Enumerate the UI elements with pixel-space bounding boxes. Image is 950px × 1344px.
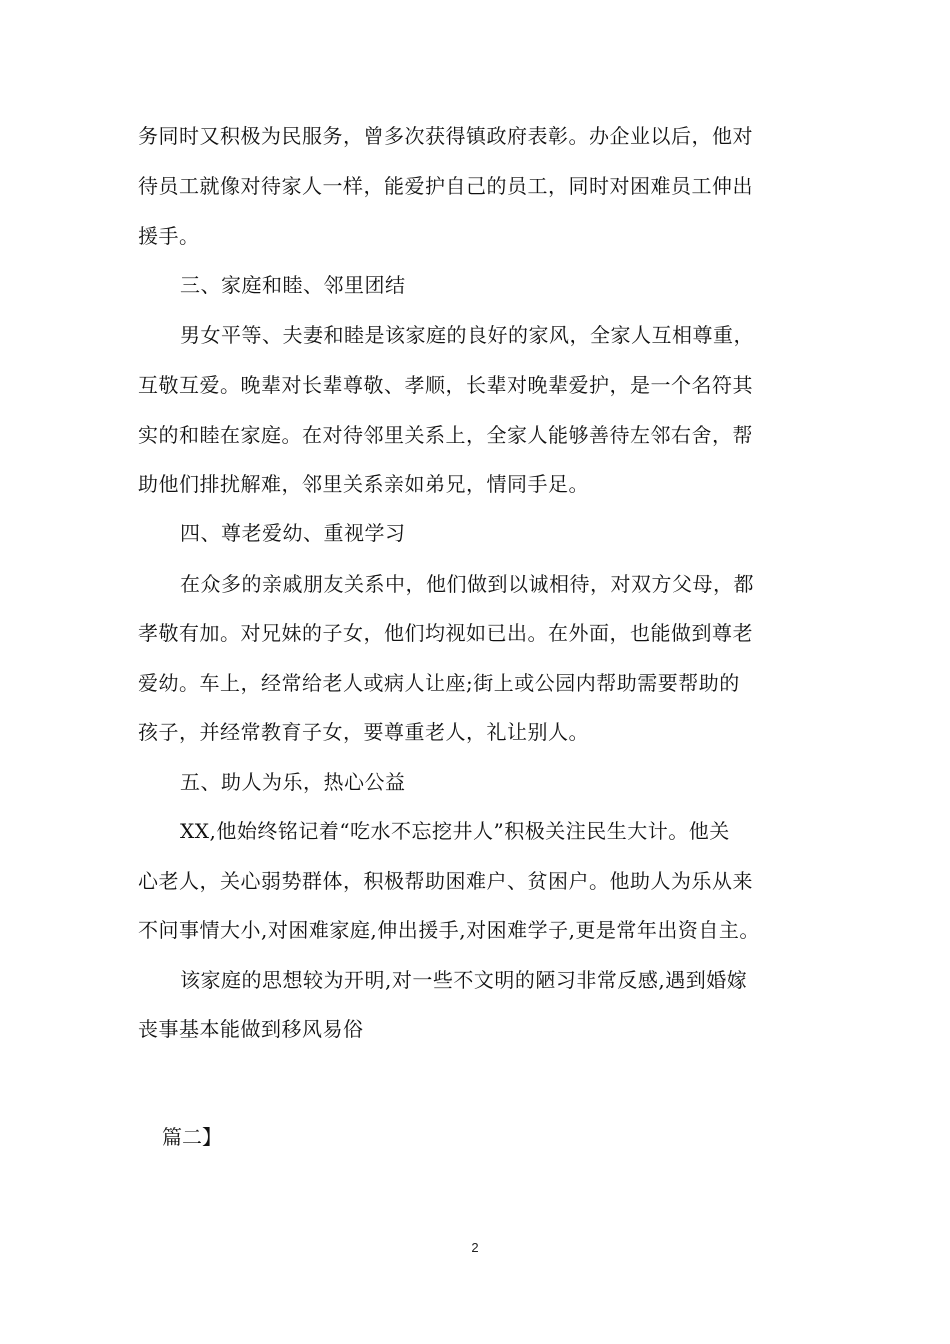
- paragraph-5-line-2: 丧事基本能做到移风易俗: [138, 1017, 364, 1041]
- section-heading-5: 五、助人为乐，热心公益: [180, 770, 406, 794]
- section-heading-3: 三、家庭和睦、邻里团结: [180, 273, 406, 297]
- section-mark: 篇二】: [162, 1125, 222, 1149]
- paragraph-4-line-2: 心老人，关心弱势群体，积极帮助困难户、贫困户。他助人为乐从来: [138, 869, 753, 893]
- paragraph-4-line-1: XX,他始终铭记着“吃水不忘挖井人”积极关注民生大计。他关: [180, 819, 730, 843]
- paragraph-2-line-3: 实的和睦在家庭。在对待邻里关系上，全家人能够善待左邻右舍，帮: [138, 423, 753, 447]
- paragraph-4-line-3: 不问事情大小,对困难家庭,伸出援手,对困难学子,更是常年出资自主。: [138, 918, 760, 942]
- paragraph-3-line-1: 在众多的亲戚朋友关系中，他们做到以诚相待，对双方父母，都: [180, 572, 754, 596]
- paragraph-1-line-2: 待员工就像对待家人一样，能爱护自己的员工，同时对困难员工伸出: [138, 174, 753, 198]
- paragraph-1-line-3: 援手。: [138, 224, 200, 248]
- paragraph-3-line-3: 爱幼。车上，经常给老人或病人让座;街上或公园内帮助需要帮助的: [138, 671, 740, 695]
- section-heading-4: 四、尊老爱幼、重视学习: [180, 521, 406, 545]
- paragraph-1-line-1: 务同时又积极为民服务，曾多次获得镇政府表彰。办企业以后，他对: [138, 124, 753, 148]
- paragraph-5-line-1: 该家庭的思想较为开明,对一些不文明的陋习非常反感,遇到婚嫁: [180, 968, 748, 992]
- paragraph-2-line-1: 男女平等、夫妻和睦是该家庭的良好的家风，全家人互相尊重，: [180, 323, 754, 347]
- paragraph-2-line-2: 互敬互爱。晚辈对长辈尊敬、孝顺，长辈对晚辈爱护，是一个名符其: [138, 373, 753, 397]
- paragraph-3-line-4: 孩子，并经常教育子女，要尊重老人，礼让别人。: [138, 720, 589, 744]
- paragraph-3-line-2: 孝敬有加。对兄妹的子女，他们均视如已出。在外面，也能做到尊老: [138, 621, 753, 645]
- page-number: 2: [471, 1240, 479, 1255]
- paragraph-2-line-4: 助他们排扰解难，邻里关系亲如弟兄，情同手足。: [138, 472, 589, 496]
